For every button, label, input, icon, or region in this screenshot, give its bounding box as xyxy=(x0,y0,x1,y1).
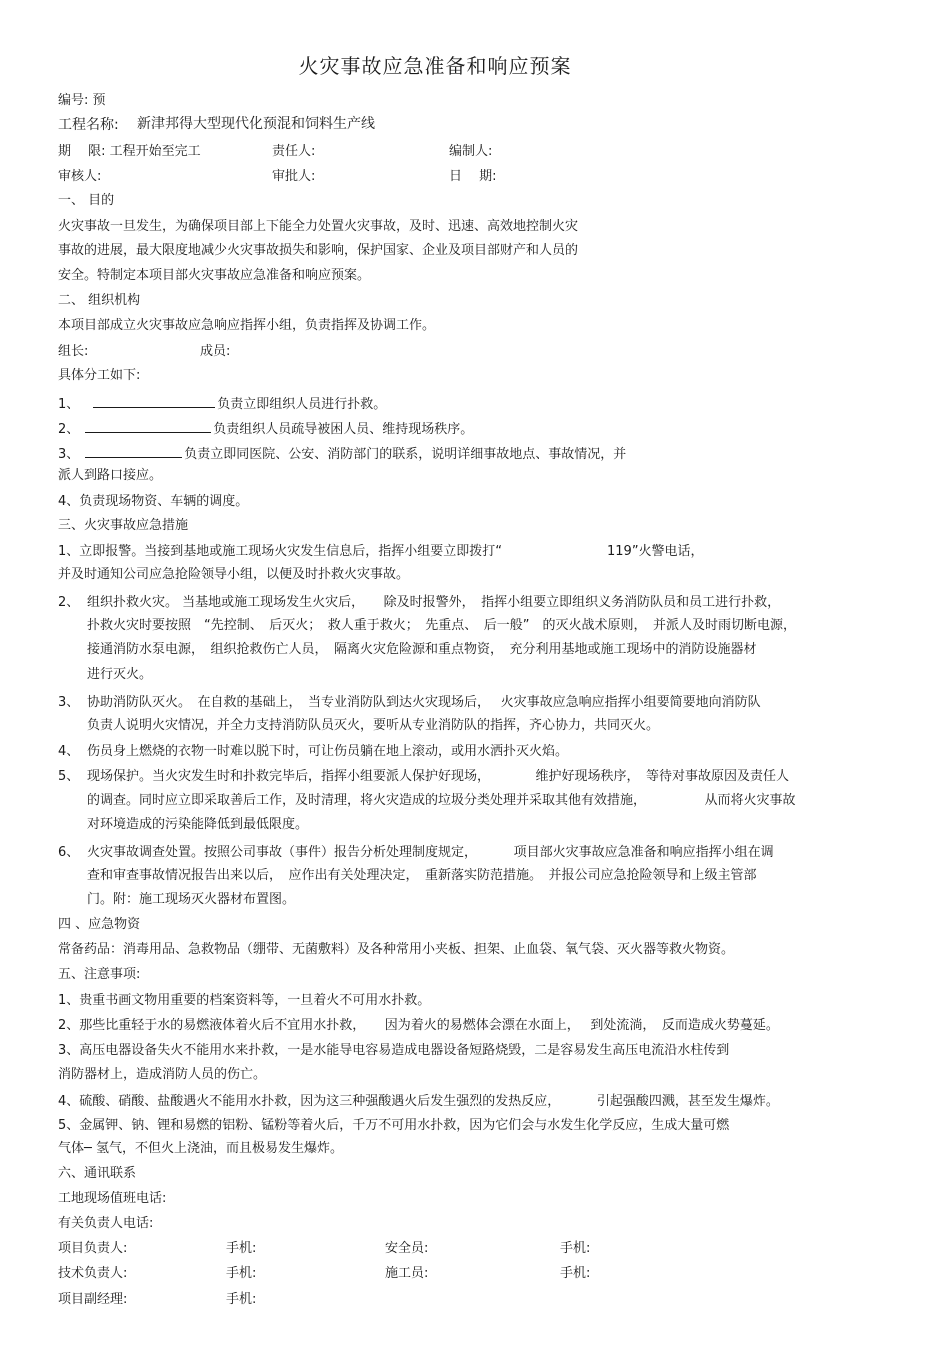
measure-2-number: 2、 xyxy=(58,595,80,610)
measure-6-number: 6、 xyxy=(58,845,80,860)
section-4-heading: 四 、应急物资 xyxy=(58,917,141,932)
measure-2-line-4: 进行灭火。 xyxy=(87,667,153,682)
compiler-field: 编制人: xyxy=(449,144,493,159)
measure-6-line-2: 查和审查事故情况报告出来以后， 应作出有关处理决定， 重新落实防范措施。 并报公司应急抢险领导和上级主管部 xyxy=(87,868,757,883)
division-item-3-number: 3、 xyxy=(58,447,80,462)
note-5-line-1: 5、金属钾、钠、锂和易燃的铝粉、锰粉等着火后，千万不可用水扑救，因为它们会与水发生化学反应，生成大量可燃 xyxy=(58,1118,730,1133)
responsible-phone-field: 有关负责人电话: xyxy=(58,1216,154,1231)
blank-line xyxy=(85,419,211,433)
deputy-manager-mobile: 手机: xyxy=(226,1292,257,1307)
measure-6-line-1: 火灾事故调查处置。按照公司事故（事件）报告分析处理制度规定， 项目部火灾事故应急准备和响应指挥小组在调 xyxy=(87,845,774,860)
section-2-heading: 二、 组织机构 xyxy=(58,293,141,308)
serial-number: 编号: 预 xyxy=(58,93,106,108)
division-item-2-number: 2、 xyxy=(58,422,80,437)
project-manager-mobile: 手机: xyxy=(226,1241,257,1256)
measure-1-phone: 119”火警电话， xyxy=(607,544,704,559)
section-1-line-1: 火灾事故一旦发生，为确保项目部上下能全力处置火灾事故，及时、迅速、高效地控制火灾 xyxy=(58,219,579,234)
note-1: 1、贵重书画文物用重要的档案资料等，一旦着火不可用水扑救。 xyxy=(58,993,431,1008)
note-4: 4、硫酸、硝酸、盐酸遇火不能用水扑救，因为这三种强酸遇火后发生强烈的发热反应， 引起强酸四溅，甚至发生爆炸。 xyxy=(58,1094,779,1109)
measure-2-line-2: 扑救火灾时要按照 “先控制、 后灭火； 救人重于救火； 先重点、 后一般” 的灭火战术原则， 并派人及时雨切断电源， xyxy=(87,618,796,633)
measure-6-line-3: 门。附：施工现场灭火器材布置图。 xyxy=(87,892,296,907)
section-1-line-3: 安全。特制定本项目部火灾事故应急准备和响应预案。 xyxy=(58,268,371,283)
date-field: 日 期: xyxy=(449,169,497,184)
section-1-line-2: 事故的进展，最大限度地减少火灾事故损失和影响，保护国家、企业及项目部财产和人员的 xyxy=(58,243,579,258)
builder-mobile: 手机: xyxy=(560,1266,591,1281)
measure-4-line-1: 伤员身上燃烧的衣物一时难以脱下时，可让伤员躺在地上滚动，或用水洒扑灭火焰。 xyxy=(87,744,569,759)
section-1-heading: 一、 目的 xyxy=(58,193,115,208)
section-5-heading: 五、注意事项: xyxy=(58,967,141,982)
measure-5-line-3: 对环境造成的污染能降低到最低限度。 xyxy=(87,817,309,832)
division-item-3 xyxy=(58,444,626,464)
division-item-1-text: 负责立即组织人员进行扑救。 xyxy=(217,397,387,412)
section-6-heading: 六、通讯联系 xyxy=(58,1166,137,1181)
measure-1-line-2: 并及时通知公司应急抢险领导小组，以便及时扑救火灾事故。 xyxy=(58,567,410,582)
document-title: 火灾事故应急准备和响应预案 xyxy=(298,54,572,78)
note-3-line-1: 3、高压电器设备失火不能用水来扑救，一是水能导电容易造成电器设备短路烧毁，二是容易发生高压电流沿水柱传到 xyxy=(58,1043,730,1058)
measure-5-line-2: 的调查。同时应立即采取善后工作，及时清理，将火灾造成的垃圾分类处理并采取其他有效措施， 从而将火灾事故 xyxy=(87,793,796,808)
builder-field: 施工员: xyxy=(385,1266,429,1281)
safety-officer-field: 安全员: xyxy=(385,1241,429,1256)
division-item-3-text: 负责立即同医院、公安、消防部门的联系，说明详细事故地点、事故情况，并 xyxy=(184,447,627,462)
division-item-3-cont: 派人到路口接应。 xyxy=(58,468,163,483)
members-field: 成员: xyxy=(200,344,231,359)
measure-5-line-1: 现场保护。当火灾发生时和扑救完毕后，指挥小组要派人保护好现场， 维护好现场秩序， 等待对事故原因及责任人 xyxy=(87,769,790,784)
project-name-label: 工程名称: xyxy=(58,117,119,133)
measure-3-number: 3、 xyxy=(58,695,80,710)
measure-3-line-1: 协助消防队灭火。 在自救的基础上， 当专业消防队到达火灾现场后， 火灾事故应急响应指挥小组要简要地向消防队 xyxy=(87,695,761,710)
deputy-manager-field: 项目副经理: xyxy=(58,1292,128,1307)
measure-1-line-1: 1、立即报警。当接到基地或施工现场火灾发生信息后，指挥小组要立即拨打“ xyxy=(58,544,503,559)
section-4-line-1: 常备药品：消毒用品、急救物品（绷带、无菌敷料）及各种常用小夹板、担架、止血袋、氧气袋、灭火器等救火物资。 xyxy=(58,942,735,957)
period-field: 期 限: 工程开始至完工 xyxy=(58,144,201,159)
division-item-4: 4、负责现场物资、车辆的调度。 xyxy=(58,494,249,509)
note-3-line-2: 消防器材上，造成消防人员的伤亡。 xyxy=(58,1067,267,1082)
responsible-field: 责任人: xyxy=(272,144,316,159)
measure-4-number: 4、 xyxy=(58,744,80,759)
measure-2-line-3: 接通消防水泵电源， 组织抢救伤亡人员， 隔离火灾危险源和重点物资， 充分利用基地或施工现场中的消防设施器材 xyxy=(87,642,757,657)
note-2: 2、那些比重轻于水的易燃液体着火后不宜用水扑救， 因为着火的易燃体会漂在水面上， 到处流淌， 反而造成火势蔓延。 xyxy=(58,1018,779,1033)
project-manager-field: 项目负责人: xyxy=(58,1241,128,1256)
division-item-1 xyxy=(58,394,386,414)
reviewer-field: 审核人: xyxy=(58,169,102,184)
division-item-1-number: 1、 xyxy=(58,397,80,412)
blank-line xyxy=(85,444,182,458)
technical-manager-mobile: 手机: xyxy=(226,1266,257,1281)
site-phone-field: 工地现场值班电话: xyxy=(58,1191,167,1206)
leader-field: 组长: xyxy=(58,344,89,359)
blank-line xyxy=(93,394,215,408)
section-3-heading: 三、火灾事故应急措施 xyxy=(58,518,189,533)
project-name-value: 新津邦得大型现代化预混和饲料生产线 xyxy=(137,116,375,132)
measure-3-line-2: 负责人说明火灾情况，并全力支持消防队员灭火，要听从专业消防队的指挥，齐心协力，共同灭火。 xyxy=(87,718,660,733)
note-5-line-2: 气体─ 氢气，不但火上浇油，而且极易发生爆炸。 xyxy=(58,1141,343,1156)
section-2-line-1: 本项目部成立火灾事故应急响应指挥小组，负责指挥及协调工作。 xyxy=(58,318,436,333)
technical-manager-field: 技术负责人: xyxy=(58,1266,128,1281)
measure-5-number: 5、 xyxy=(58,769,80,784)
division-item-2 xyxy=(58,419,473,439)
division-intro: 具体分工如下: xyxy=(58,368,141,383)
approver-field: 审批人: xyxy=(272,169,316,184)
division-item-2-text: 负责组织人员疏导被困人员、维持现场秩序。 xyxy=(213,422,474,437)
measure-2-line-1: 组织扑救火灾。 当基地或施工现场发生火灾后， 除及时报警外， 指挥小组要立即组织义务消防队员和员工进行扑救， xyxy=(87,595,781,610)
safety-officer-mobile: 手机: xyxy=(560,1241,591,1256)
